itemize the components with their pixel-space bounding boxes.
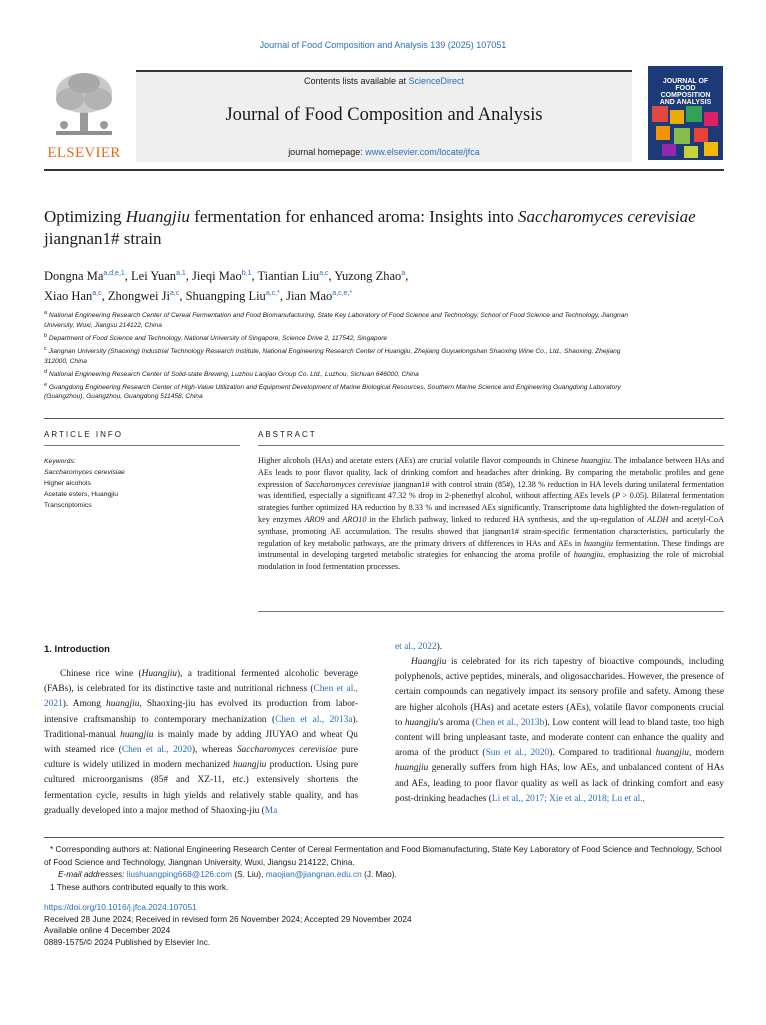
copyright: 0889-1575/© 2024 Published by Elsevier Inc. xyxy=(44,936,211,947)
body-text: is celebrated for its rich tapestry of bioactive compounds, including polyphenols, active peptides, minerals, and oligosaccharides. However, the presence of certain compounds can negatively impact its sensory profile and safety. Among these are higher alcohols (HAs) and acetate esters (AEs), volatile flavor components crucial to xyxy=(395,657,724,728)
keyword: Saccharomyces cerevisiae xyxy=(44,469,125,476)
citation-link[interactable]: Li et al., 2017; Xie et al., 2018; Lu et al., xyxy=(491,793,645,804)
footnotes xyxy=(44,843,724,893)
email-link[interactable]: liushuangping668@126.com xyxy=(126,869,233,879)
author[interactable]: Zhongwei Ji$^{a,c}$ xyxy=(107,289,180,304)
online-date: Available online 4 December 2024 xyxy=(44,925,171,936)
body-text: ), a traditional fermented alcoholic beverage (FABs), is celebrated for its distinctive taste and nutritional richness ( xyxy=(44,669,358,695)
author-list: Dongna Ma$^{a,d,e,1}$, Lei Yuan$^{a,1}$, Jieqi Mao$^{b,1}$, Tiantian Liu$^{a,c}$, Yuzong Zhao$^a$, Xiao Han$^{a,c}$, Zhongwei Ji$^{a,c}$, Shuangping Liu$^{a,c,*}$, Jian Mao$^{a,c,e,*}$ xyxy=(44,269,409,304)
body-text: ). Traditional-manual xyxy=(44,714,358,740)
journal-cover-thumbnail[interactable] xyxy=(648,66,723,160)
keyword: Transcriptomics xyxy=(44,502,92,509)
email-note xyxy=(44,868,724,881)
journal-header-box xyxy=(136,70,632,162)
header-rule xyxy=(44,169,724,171)
body-text: ), whereas xyxy=(191,745,237,756)
contents-prefix: Contents lists available at xyxy=(303,76,409,86)
cover-title-line: COMPOSITION xyxy=(660,92,711,99)
corresponding-author-note: * Corresponding authors at: National Engineering Research Center of Cereal Fermentation and Food Biomanufacturing, State Key Laboratory of Food Science and Technology, School of Food Science and Technology, Jiangnan University, Wuxi, Jiangsu 214122, China. xyxy=(44,844,722,867)
contents-line xyxy=(136,76,632,86)
keywords-block xyxy=(44,456,240,511)
cover-title-line: AND ANALYSIS xyxy=(659,99,712,106)
citation-link[interactable]: Chen et al., 2020 xyxy=(121,745,192,756)
body-text: 's aroma ( xyxy=(438,717,476,728)
homepage-line xyxy=(136,147,632,157)
body-text: generally suffers from high HAs, low AEs, and unbalanced content of HAs and AEs, leading to poor flavor quality as well as lack of drinking comfort and easy post-drinking headaches ( xyxy=(395,763,724,804)
title-text: fermentation for enhanced aroma: Insights into xyxy=(189,207,519,226)
keyword: Higher alcohols xyxy=(44,480,91,487)
cover-graphic-icon xyxy=(648,66,723,160)
body-text: , Shaoxing-jiu has evolved its production from labor-intensive craftsmanship to contemporary mechanization ( xyxy=(44,699,358,725)
received-dates: Received 28 June 2024; Received in revised form 26 November 2024; Accepted 29 November 2024 xyxy=(44,913,412,924)
elsevier-wordmark: ELSEVIER xyxy=(47,145,121,161)
italic-term: huangjiu xyxy=(404,717,439,728)
elsevier-tree-icon xyxy=(50,69,118,139)
body-text: production. Using pure cultured microorganisms (85# and XZ-11, etc.) extensively shortens the fermentation cycle, results in high yields and relatively stable quality, and has gradually developed into a major method of Shaoxing-jiu ( xyxy=(44,760,358,816)
affiliation: $^e$ Guangdong Engineering Research Center of High-Value Utilization and Equipment Development of Marine Biological Resources, Southern Marine Science and Engineering Guangdong Laboratory (Guangzhou), Guangzhou, Guangdong 511458, China xyxy=(44,381,621,401)
affiliation: $^d$ National Engineering Research Center of Solid-state Brewing, Luzhou Laojiao Group Co. Ltd., Luzhou, Sichuan 646000, China xyxy=(44,368,419,378)
equal-contribution-note: 1 These authors contributed equally to this work. xyxy=(50,881,229,892)
italic-term: huangjiu xyxy=(120,729,154,740)
italic-term: huangjiu xyxy=(106,699,140,710)
italic-term: Huangjiu xyxy=(141,669,177,679)
author[interactable]: Yuzong Zhao$^a$ xyxy=(334,269,406,284)
citation-link[interactable]: Chen et al., 2013b xyxy=(475,717,545,728)
masthead xyxy=(44,63,724,160)
introduction-left-column xyxy=(44,667,358,819)
body-text: is mainly made by adding JIUYAO and wheat Qu with steamed rice ( xyxy=(44,729,358,756)
abstract-text: Higher alcohols (HAs) and acetate esters (AEs) are crucial volatile flavor compounds in Chinese huangjiu. The imbalance between HAs and AEs leads to poor flavor quality, lack of drinking comfort and headaches after drinking. By comparing the metabolic profiles and gene expression of Saccharomyces cerevisiae jiangnan1# with control strain (85#), 12.38 % reduction in HA levels during unilateral fermentation was identified, especially a significant 47.32 % drop in 2-phenethyl alcohol, without affecting AEs levels (P > 0.05). Bilateral fermentation strategies further optimized HA reduction by 8.33 % and increased AEs significantly. Transcriptome data highlighted the down-regulation of key enzymes ARO9 and ARO10 in the Ehrlich pathway, linked to reduced HA synthesis, and the up-regulation of ALDH and acetyl-CoA synthase, promoting AE accumulation. The results showed that jiangnan1# strain-specific fermentation characteristics, particularly the regulation of key metabolic pathways, are the primary drivers of differences in HAs and AEs in huangjiu fermentation. These findings are instrumental in developing targeted metabolic strategies for enhancing the aroma profile of huangjiu, emphasizing the role of microbial modulation in food fermentation processes. xyxy=(258,456,725,572)
affiliation: $^c$ Jiangnan University (Shaoxing) Industrial Technology Research Institute, National Engineering Research Center of Huangjiu, Zhejiang Guyuelongshan Shaoxing Wine Co., Ltd., Shaoxing, Zhejiang 312000, China xyxy=(44,345,621,365)
journal-reference[interactable]: Journal of Food Composition and Analysis 139 (2025) 107051 xyxy=(259,40,507,50)
section-rule xyxy=(44,418,724,419)
affiliation: $^a$ National Engineering Research Center of Cereal Fermentation and Food Biomanufacturing, State Key Laboratory of Food Science and Technology, School of Food Science and Technology, Jiangnan University, Wuxi, Jiangsu 214122, China xyxy=(44,310,629,329)
doi-link[interactable]: https://doi.org/10.1016/j.jfca.2024.107051 xyxy=(44,902,197,912)
body-text: ). Compared to traditional xyxy=(549,748,656,759)
article-info-rule xyxy=(44,445,240,446)
introduction-right-column xyxy=(395,655,724,807)
body-text: ). xyxy=(436,642,443,652)
email-owner: (S. Liu), xyxy=(232,869,266,879)
author[interactable]: Shuangping Liu$^{a,c,*}$ xyxy=(185,289,280,304)
title-text: jiangnan1# strain xyxy=(44,229,162,248)
italic-term: huangjiu xyxy=(233,760,267,771)
abstract-heading: ABSTRACT xyxy=(258,430,317,439)
article-title xyxy=(44,206,724,250)
citation-link[interactable]: Sun et al., 2020 xyxy=(485,748,550,759)
body-text: ). Low content will lead to bland taste, too high content will bring unpleasant taste, and moderate content can enhance the quality and aroma of the product ( xyxy=(395,717,725,759)
author[interactable]: Jieqi Mao$^{b,1}$ xyxy=(192,269,252,284)
title-text-italic: Huangjiu xyxy=(125,207,190,226)
journal-title: Journal of Food Composition and Analysis xyxy=(225,105,543,125)
author[interactable]: Lei Yuan$^{a,1}$ xyxy=(131,269,186,284)
article-info-heading: ARTICLE INFO xyxy=(44,430,123,439)
body-text: Chinese rice wine ( xyxy=(60,669,142,679)
introduction-heading: 1. Introduction xyxy=(44,644,110,655)
sciencedirect-link[interactable]: ScienceDirect xyxy=(408,76,465,86)
abstract-end-rule xyxy=(258,611,724,612)
footnote-rule xyxy=(44,837,724,838)
title-text-italic: Saccharomyces cerevisiae xyxy=(518,207,696,226)
abstract-rule xyxy=(258,445,724,446)
italic-term: huangjiu xyxy=(655,748,689,759)
italic-term: Saccharomyces cerevisiae xyxy=(236,745,337,756)
citation-link[interactable]: et al., 2022 xyxy=(395,642,437,652)
cover-title-line: JOURNAL OF FOOD xyxy=(662,78,709,92)
affiliation: $^b$ Department of Food Science and Technology, National University of Singapore, Science Drive 2, 117542, Singapore xyxy=(44,332,388,342)
affiliations xyxy=(44,309,634,403)
email-owner: (J. Mao). xyxy=(361,869,397,879)
italic-term: Huangjiu xyxy=(411,657,447,667)
homepage-link[interactable]: www.elsevier.com/locate/jfca xyxy=(365,147,480,157)
body-text: pure culture is widely utilized in modern mechanized xyxy=(44,745,358,771)
body-text: , modern xyxy=(689,748,725,759)
keywords-label: Keywords: xyxy=(44,458,76,465)
citation-link[interactable]: Ma xyxy=(264,805,278,816)
email-link[interactable]: maojian@jiangnan.edu.cn xyxy=(265,869,362,879)
citation-link[interactable]: Chen et al., 2013a xyxy=(275,714,353,725)
author[interactable]: Dongna Ma$^{a,d,e,1}$ xyxy=(44,269,125,284)
email-label: E-mail addresses: xyxy=(58,869,125,879)
elsevier-logo[interactable] xyxy=(44,69,124,161)
italic-term: huangjiu xyxy=(395,763,429,774)
keyword: Acetate esters, Huangjiu xyxy=(44,491,119,498)
author[interactable]: Jian Mao$^{a,c,e,*}$ xyxy=(286,289,353,304)
body-text: ). Among xyxy=(62,699,107,710)
publication-info xyxy=(44,902,724,948)
title-text: Optimizing xyxy=(44,207,126,226)
author[interactable]: Xiao Han$^{a,c}$ xyxy=(44,289,102,304)
author[interactable]: Tiantian Liu$^{a,c}$ xyxy=(257,269,329,284)
homepage-prefix: journal homepage: xyxy=(288,147,366,157)
introduction-right-column-continuation xyxy=(395,640,724,655)
citation-link[interactable]: Chen et al., 2021 xyxy=(44,684,358,710)
